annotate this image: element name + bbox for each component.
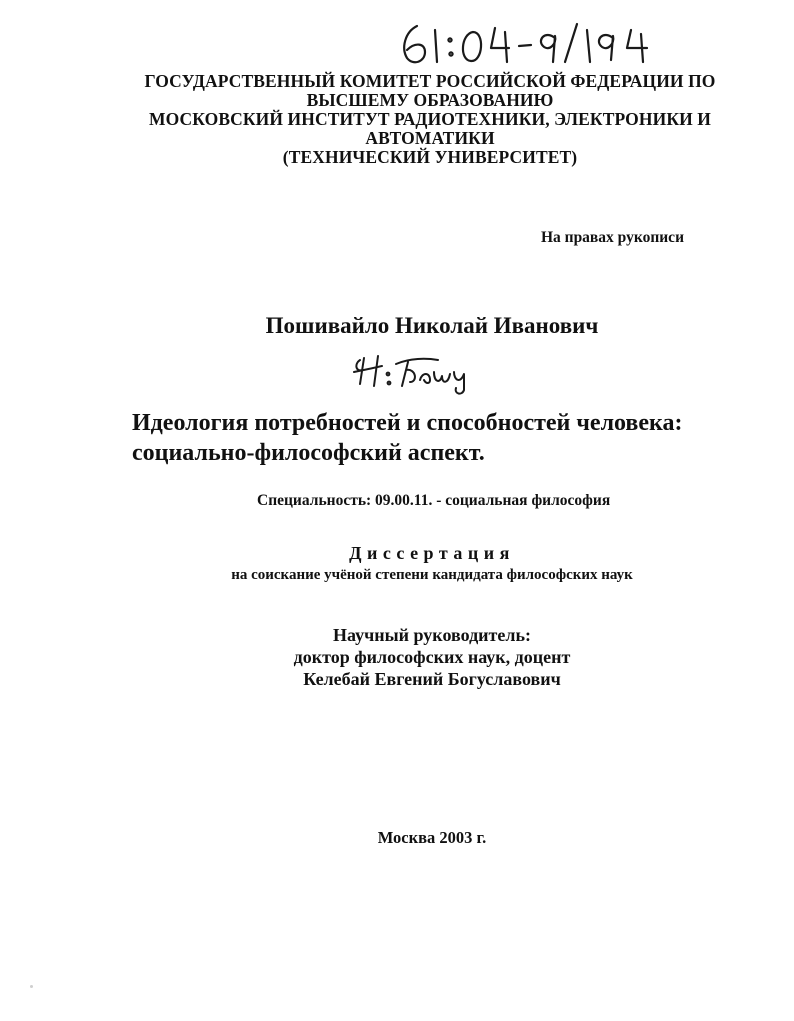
institution-line: ВЫСШЕМУ ОБРАЗОВАНИЮ — [306, 90, 554, 110]
dissertation-heading: Диссертация — [349, 543, 515, 563]
author-signature — [350, 350, 490, 398]
city-year: Москва 2003 г. — [377, 828, 487, 847]
dissertation-title — [132, 408, 772, 468]
archive-number-handwritten — [395, 18, 655, 68]
scan-speck — [30, 985, 33, 988]
specialty-line: Специальность: 09.00.11. - социальная философия — [257, 492, 611, 509]
supervisor-name: Келебай Евгений Богуславович — [303, 669, 561, 689]
title-line: Идеология потребностей и способностей человека: — [132, 410, 683, 436]
supervisor-degree: доктор философских наук, доцент — [293, 647, 571, 667]
institution-line: (ТЕХНИЧЕСКИЙ УНИВЕРСИТЕТ) — [282, 147, 578, 167]
dissertation-subtitle: на соискание учёной степени кандидата философских наук — [231, 567, 633, 583]
signature-strokes — [350, 350, 490, 398]
institution-line: МОСКОВСКИЙ ИНСТИТУТ РАДИОТЕХНИКИ, ЭЛЕКТРОНИКИ И — [148, 109, 712, 129]
author-name: Пошивайло Николай Иванович — [265, 313, 599, 338]
institution-header — [120, 72, 740, 167]
title-line: социально-философский аспект. — [132, 440, 485, 466]
archive-number-strokes — [395, 18, 655, 68]
supervisor-block — [0, 624, 794, 690]
rights-note: На правах рукописи — [540, 229, 684, 246]
supervisor-label: Научный руководитель: — [333, 625, 531, 645]
institution-line: ГОСУДАРСТВЕННЫЙ КОМИТЕТ РОССИЙСКОЙ ФЕДЕРАЦИИ ПО — [144, 71, 716, 91]
institution-line: АВТОМАТИКИ — [365, 128, 495, 148]
